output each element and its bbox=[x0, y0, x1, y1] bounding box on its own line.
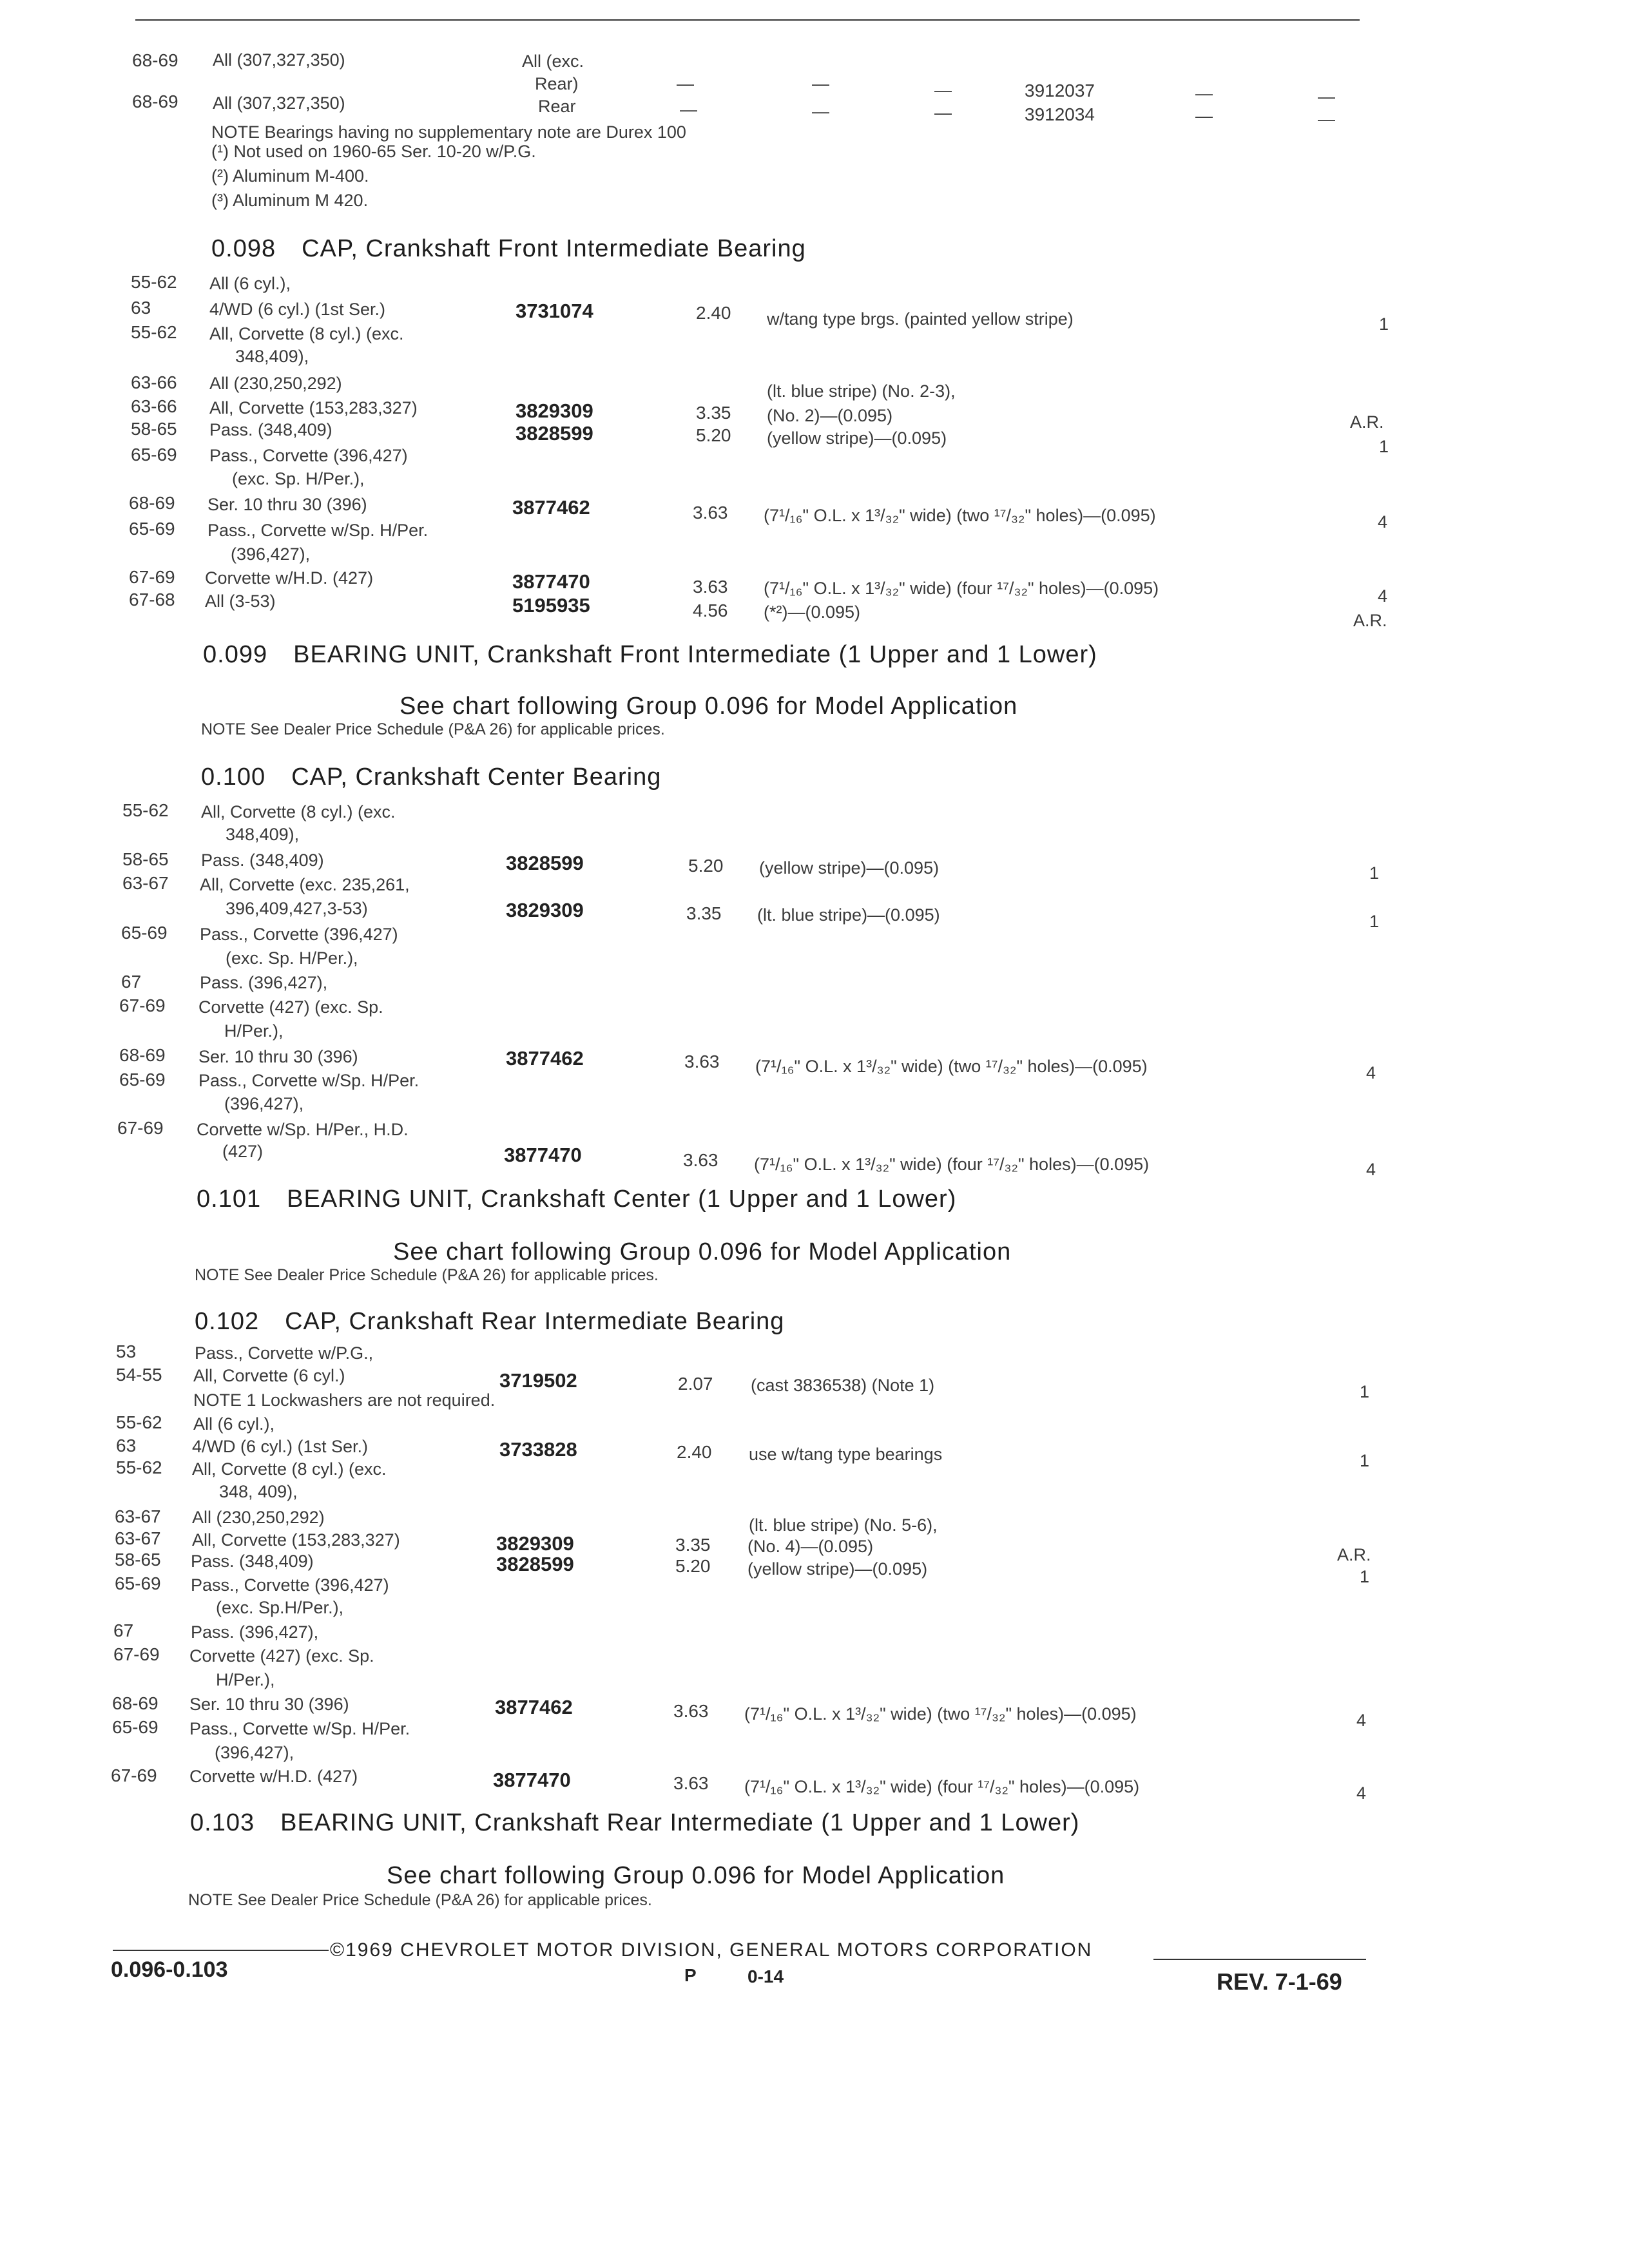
price: 3.63 bbox=[673, 1701, 709, 1721]
years: 55-62 bbox=[131, 322, 177, 342]
chart-reference: See chart following Group 0.096 for Model Application bbox=[400, 693, 1018, 720]
application: H/Per.), bbox=[224, 1021, 284, 1041]
quantity: 4 bbox=[1366, 1160, 1376, 1179]
application: 348,409), bbox=[235, 347, 309, 366]
application: All (307,327,350) bbox=[213, 50, 345, 70]
quantity: A.R. bbox=[1353, 611, 1387, 630]
price: 4.56 bbox=[693, 601, 728, 620]
part-number: 3877470 bbox=[512, 570, 590, 593]
dash: — bbox=[677, 74, 694, 93]
application: Pass. (396,427), bbox=[200, 973, 328, 992]
section-heading-0103 bbox=[190, 1809, 1079, 1837]
price: 3.35 bbox=[696, 403, 731, 423]
quantity: 1 bbox=[1379, 314, 1389, 334]
application: 4/WD (6 cyl.) (1st Ser.) bbox=[192, 1437, 369, 1456]
description: (*²)—(0.095) bbox=[764, 602, 861, 622]
application: Corvette (427) (exc. Sp. bbox=[189, 1646, 374, 1666]
group-number: 0.098 bbox=[211, 235, 276, 262]
dash: — bbox=[812, 74, 829, 93]
part-number: 3828599 bbox=[516, 422, 593, 445]
section-title: CAP, Crankshaft Center Bearing bbox=[291, 764, 662, 791]
description: (lt. blue stripe) (No. 5-6), bbox=[749, 1515, 938, 1535]
section-heading-0099 bbox=[203, 641, 1097, 669]
application: Ser. 10 thru 30 (396) bbox=[198, 1047, 358, 1066]
part-number: 3829309 bbox=[506, 899, 584, 921]
years: 67-69 bbox=[119, 995, 166, 1015]
note-line: NOTE 1 Lockwashers are not required. bbox=[193, 1390, 496, 1410]
application: Ser. 10 thru 30 (396) bbox=[189, 1695, 349, 1714]
application: All (3-53) bbox=[205, 591, 276, 611]
application: Pass., Corvette (396,427) bbox=[191, 1575, 389, 1595]
section-title: BEARING UNIT, Crankshaft Center (1 Upper and 1 Lower) bbox=[287, 1186, 957, 1213]
application: All (307,327,350) bbox=[213, 93, 345, 113]
application-detail: Rear bbox=[538, 97, 576, 116]
part-number: 3877470 bbox=[493, 1769, 571, 1791]
part-number: 3912034 bbox=[1025, 104, 1095, 124]
note-line: NOTE See Dealer Price Schedule (P&A 26) for applicable prices. bbox=[195, 1266, 659, 1284]
years: 58-65 bbox=[115, 1550, 161, 1570]
application: Corvette w/Sp. H/Per., H.D. bbox=[197, 1120, 409, 1139]
application: (427) bbox=[222, 1142, 264, 1161]
group-range: 0.096-0.103 bbox=[111, 1957, 228, 1982]
price: 3.63 bbox=[693, 577, 728, 597]
quantity: 1 bbox=[1360, 1382, 1370, 1401]
group-number: 0.102 bbox=[195, 1308, 260, 1335]
section-heading-0102 bbox=[195, 1308, 784, 1336]
group-number: 0.100 bbox=[201, 764, 266, 791]
section-heading-0100 bbox=[201, 764, 661, 791]
application: Pass., Corvette w/Sp. H/Per. bbox=[189, 1719, 410, 1738]
description: (7¹/₁₆" O.L. x 1³/₃₂" wide) (four ¹⁷/₃₂" holes)—(0.095) bbox=[754, 1155, 1150, 1174]
price: 3.63 bbox=[683, 1150, 718, 1170]
description: (yellow stripe)—(0.095) bbox=[767, 428, 947, 448]
years: 55-62 bbox=[131, 272, 177, 292]
application: All, Corvette (exc. 235,261, bbox=[200, 875, 410, 894]
years: 54-55 bbox=[116, 1365, 162, 1385]
application: (exc. Sp.H/Per.), bbox=[216, 1598, 344, 1617]
years: 68-69 bbox=[119, 1045, 166, 1065]
description: (yellow stripe)—(0.095) bbox=[759, 858, 940, 878]
application: Pass. (396,427), bbox=[191, 1622, 319, 1642]
section-title: CAP, Crankshaft Front Intermediate Bearing bbox=[302, 235, 806, 262]
application: Ser. 10 thru 30 (396) bbox=[207, 495, 367, 514]
application: (exc. Sp. H/Per.), bbox=[226, 948, 358, 968]
years: 68-69 bbox=[129, 493, 175, 513]
application: 348,409), bbox=[226, 825, 300, 844]
footer-rule-right bbox=[1153, 1959, 1366, 1960]
dash: — bbox=[680, 100, 697, 119]
application: All (6 cyl.), bbox=[193, 1414, 275, 1434]
footnote: (³) Aluminum M 420. bbox=[211, 191, 369, 210]
price: 3.35 bbox=[686, 903, 722, 923]
years: 68-69 bbox=[112, 1693, 159, 1713]
part-number: 3877462 bbox=[506, 1047, 584, 1070]
dash: — bbox=[1318, 87, 1335, 106]
application: All (6 cyl.), bbox=[209, 274, 291, 293]
description: (7¹/₁₆" O.L. x 1³/₃₂" wide) (two ¹⁷/₃₂" holes)—(0.095) bbox=[744, 1704, 1137, 1724]
years: 58-65 bbox=[122, 849, 169, 869]
application: All, Corvette (6 cyl.) bbox=[193, 1366, 345, 1385]
years: 58-65 bbox=[131, 419, 177, 439]
years: 67-69 bbox=[129, 567, 175, 587]
application: Corvette (427) (exc. Sp. bbox=[198, 997, 383, 1017]
years: 67-68 bbox=[129, 590, 175, 610]
application: All (230,250,292) bbox=[192, 1508, 325, 1527]
section-title: BEARING UNIT, Crankshaft Rear Intermediate (1 Upper and 1 Lower) bbox=[280, 1809, 1080, 1836]
application: (exc. Sp. H/Per.), bbox=[232, 469, 365, 488]
page-label: P bbox=[684, 1965, 697, 1985]
application: (396,427), bbox=[231, 544, 311, 564]
description: (7¹/₁₆" O.L. x 1³/₃₂" wide) (four ¹⁷/₃₂" holes)—(0.095) bbox=[764, 579, 1159, 598]
years: 63-67 bbox=[122, 873, 169, 893]
application-detail: All (exc. bbox=[522, 52, 584, 71]
description: (No. 2)—(0.095) bbox=[767, 406, 893, 425]
footnote: (²) Aluminum M-400. bbox=[211, 166, 369, 186]
application: Corvette w/H.D. (427) bbox=[189, 1767, 358, 1786]
part-number: 3828599 bbox=[506, 852, 584, 874]
application: Pass., Corvette (396,427) bbox=[209, 446, 408, 465]
group-number: 0.103 bbox=[190, 1809, 255, 1836]
price: 2.40 bbox=[677, 1442, 712, 1462]
part-number: 3912037 bbox=[1025, 81, 1095, 101]
years: 63-67 bbox=[115, 1506, 161, 1526]
years: 55-62 bbox=[122, 800, 169, 820]
quantity: 4 bbox=[1378, 512, 1388, 532]
years: 65-69 bbox=[131, 445, 177, 465]
application: Corvette w/H.D. (427) bbox=[205, 568, 374, 588]
dash: — bbox=[934, 103, 952, 122]
years: 67 bbox=[113, 1620, 134, 1640]
price: 5.20 bbox=[675, 1556, 711, 1576]
note-line: NOTE Bearings having no supplementary note are Durex 100 bbox=[211, 122, 686, 142]
quantity: 1 bbox=[1369, 912, 1380, 931]
description: (7¹/₁₆" O.L. x 1³/₃₂" wide) (two ¹⁷/₃₂" holes)—(0.095) bbox=[755, 1057, 1148, 1076]
quantity: 4 bbox=[1366, 1063, 1376, 1082]
application: Pass. (348,409) bbox=[201, 850, 324, 870]
quantity: 1 bbox=[1379, 437, 1389, 456]
note-line: NOTE See Dealer Price Schedule (P&A 26) for applicable prices. bbox=[188, 1891, 652, 1909]
quantity: 1 bbox=[1360, 1451, 1370, 1470]
part-number: 3828599 bbox=[496, 1553, 574, 1575]
note-line: NOTE See Dealer Price Schedule (P&A 26) for applicable prices. bbox=[201, 720, 665, 738]
part-number: 3877470 bbox=[504, 1144, 582, 1166]
years: 65-69 bbox=[119, 1070, 166, 1090]
part-number: 3733828 bbox=[499, 1438, 577, 1461]
application: Pass. (348,409) bbox=[191, 1552, 314, 1571]
years: 67 bbox=[121, 972, 142, 992]
application: Pass. (348,409) bbox=[209, 420, 333, 439]
application: All, Corvette (153,283,327) bbox=[192, 1530, 400, 1550]
application: H/Per.), bbox=[216, 1670, 275, 1689]
description: (lt. blue stripe) (No. 2-3), bbox=[767, 381, 956, 401]
years: 65-69 bbox=[121, 923, 168, 943]
years: 67-69 bbox=[111, 1765, 157, 1785]
part-number: 3829309 bbox=[516, 399, 593, 422]
price: 3.63 bbox=[693, 503, 728, 523]
price: 5.20 bbox=[696, 425, 731, 445]
part-number: 3731074 bbox=[516, 300, 593, 322]
application: All, Corvette (153,283,327) bbox=[209, 398, 418, 418]
application-detail: Rear) bbox=[535, 74, 579, 93]
price: 5.20 bbox=[688, 856, 724, 876]
part-number: 5195935 bbox=[512, 594, 590, 617]
years: 63-66 bbox=[131, 396, 177, 416]
description: (7¹/₁₆" O.L. x 1³/₃₂" wide) (two ¹⁷/₃₂" holes)—(0.095) bbox=[764, 506, 1156, 525]
application: 348, 409), bbox=[219, 1482, 298, 1501]
dash: — bbox=[1318, 110, 1335, 129]
application: 396,409,427,3-53) bbox=[226, 899, 368, 918]
top-rule bbox=[135, 19, 1360, 21]
years: 68-69 bbox=[132, 91, 178, 111]
price: 3.63 bbox=[673, 1773, 709, 1793]
page-number: 0-14 bbox=[747, 1966, 784, 1986]
quantity: 4 bbox=[1356, 1783, 1367, 1803]
application: Pass., Corvette (396,427) bbox=[200, 925, 398, 944]
years: 68-69 bbox=[132, 50, 178, 70]
quantity: A.R. bbox=[1337, 1545, 1371, 1564]
description: w/tang type brgs. (painted yellow stripe) bbox=[767, 309, 1074, 329]
part-number: 3877462 bbox=[512, 496, 590, 519]
part-number: 3719502 bbox=[499, 1369, 577, 1392]
application: Pass., Corvette w/Sp. H/Per. bbox=[198, 1071, 419, 1090]
copyright-line: ©1969 CHEVROLET MOTOR DIVISION, GENERAL MOTORS CORPORATION bbox=[330, 1939, 1093, 1961]
chart-reference: See chart following Group 0.096 for Model Application bbox=[387, 1862, 1005, 1889]
application: Pass., Corvette w/Sp. H/Per. bbox=[207, 521, 429, 540]
years: 53 bbox=[116, 1341, 137, 1361]
application: All (230,250,292) bbox=[209, 374, 342, 393]
description: (7¹/₁₆" O.L. x 1³/₃₂" wide) (four ¹⁷/₃₂" holes)—(0.095) bbox=[744, 1777, 1140, 1796]
description: (yellow stripe)—(0.095) bbox=[747, 1559, 928, 1579]
application: 4/WD (6 cyl.) (1st Ser.) bbox=[209, 300, 386, 319]
years: 67-69 bbox=[117, 1118, 164, 1138]
dash: — bbox=[1195, 84, 1213, 103]
chart-reference: See chart following Group 0.096 for Model Application bbox=[393, 1238, 1012, 1265]
quantity: 4 bbox=[1378, 586, 1388, 606]
years: 65-69 bbox=[129, 519, 175, 539]
section-title: CAP, Crankshaft Rear Intermediate Bearing bbox=[285, 1308, 785, 1335]
years: 65-69 bbox=[115, 1573, 161, 1593]
quantity: 4 bbox=[1356, 1711, 1367, 1730]
years: 63-67 bbox=[115, 1528, 161, 1548]
group-number: 0.099 bbox=[203, 641, 268, 668]
dash: — bbox=[1195, 106, 1213, 126]
price: 3.35 bbox=[675, 1535, 711, 1555]
price: 2.07 bbox=[678, 1374, 713, 1394]
application: (396,427), bbox=[215, 1743, 294, 1762]
quantity: 1 bbox=[1369, 863, 1380, 883]
description: (lt. blue stripe)—(0.095) bbox=[757, 905, 940, 925]
application: All, Corvette (8 cyl.) (exc. bbox=[209, 324, 404, 343]
quantity: 1 bbox=[1360, 1567, 1370, 1586]
description: use w/tang type bearings bbox=[749, 1445, 943, 1464]
application: Pass., Corvette w/P.G., bbox=[195, 1343, 374, 1363]
years: 63-66 bbox=[131, 372, 177, 392]
years: 63 bbox=[131, 298, 151, 318]
part-number: 3877462 bbox=[495, 1696, 573, 1718]
price: 2.40 bbox=[696, 303, 731, 323]
footer-rule-left bbox=[113, 1950, 329, 1951]
section-title: BEARING UNIT, Crankshaft Front Intermediate (1 Upper and 1 Lower) bbox=[293, 641, 1097, 668]
footnote: (¹) Not used on 1960-65 Ser. 10-20 w/P.G. bbox=[211, 142, 536, 161]
years: 55-62 bbox=[116, 1457, 162, 1477]
section-heading-0101 bbox=[197, 1186, 956, 1213]
application: All, Corvette (8 cyl.) (exc. bbox=[192, 1459, 387, 1479]
application: (396,427), bbox=[224, 1094, 304, 1113]
dash: — bbox=[812, 102, 829, 121]
revision-date: REV. 7-1-69 bbox=[1217, 1968, 1342, 1995]
dash: — bbox=[934, 81, 952, 100]
description: (No. 4)—(0.095) bbox=[747, 1537, 874, 1556]
description: (cast 3836538) (Note 1) bbox=[751, 1376, 935, 1395]
application: All, Corvette (8 cyl.) (exc. bbox=[201, 802, 396, 822]
quantity: A.R. bbox=[1350, 412, 1384, 432]
group-number: 0.101 bbox=[197, 1186, 262, 1213]
years: 67-69 bbox=[113, 1644, 160, 1664]
years: 65-69 bbox=[112, 1717, 159, 1737]
price: 3.63 bbox=[684, 1052, 720, 1072]
years: 55-62 bbox=[116, 1412, 162, 1432]
part-number: 3829309 bbox=[496, 1532, 574, 1555]
section-heading-0098 bbox=[211, 235, 806, 263]
years: 63 bbox=[116, 1436, 137, 1456]
